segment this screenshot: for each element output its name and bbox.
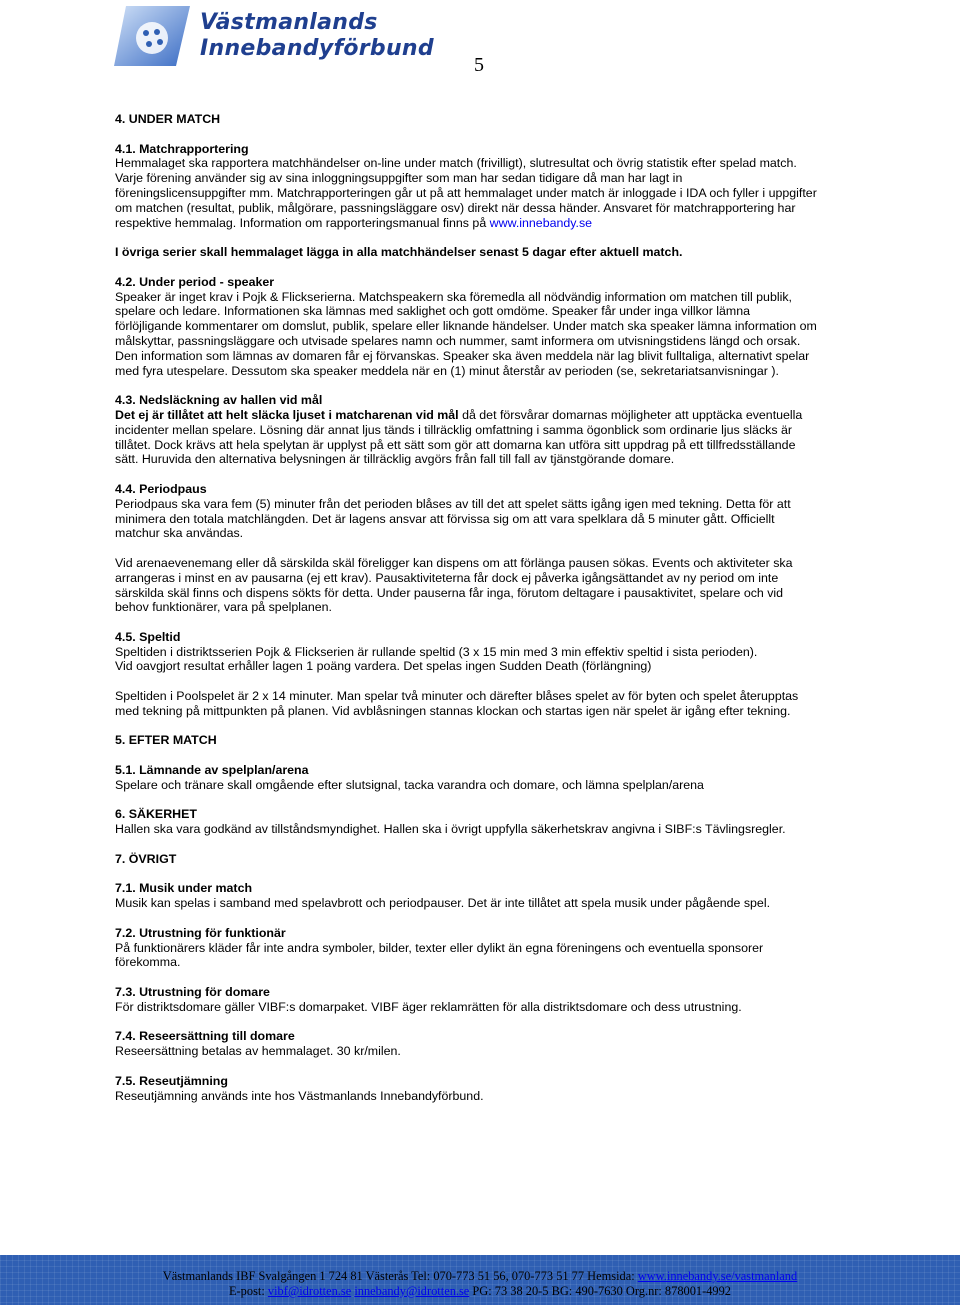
paragraph-line: spelare och ledare. Informationen ska lämnas med saklighet och gott omdöme. Speaker får under inga villkor lämna: [115, 304, 751, 319]
paragraph-line: Vid oavgjort resultat erhåller lagen 1 poäng vardera. Det spelas ingen Sudden Death (förlängning): [115, 659, 652, 674]
subsection-heading: 7.5. Reseutjämning: [115, 1073, 228, 1088]
paragraph-line: För distriktsdomare gäller VIBF:s domarpaket. VIBF äger reklamrätten för alla distriktsdomare och dess utrustning.: [115, 999, 742, 1014]
paragraph-line: om matchen (resultat, publik, målgörare, passningsläggare osv) direkt när dessa händer. Ansvaret för matchrapportering har: [115, 200, 796, 215]
paragraph-line: sätt. Huruvida den alternativa belysningen är tillräcklig avgörs från fall till fall av tjänstgörande domare.: [115, 452, 675, 467]
paragraph-line: Varje förening använder sig av sina inloggningsuppgifter som man har sedan tidigare då man har lagt in: [115, 171, 683, 186]
paragraph-line: matchur ska användas.: [115, 526, 244, 541]
paragraph-line: förekomma.: [115, 955, 181, 970]
footer-address-line: [0, 1269, 960, 1284]
paragraph-line: målskyttar, passningsläggare och utvisade spelares namn och nummer, samt informera om utvisningstidens längd och orsak.: [115, 333, 801, 348]
paragraph-line: På funktionärers kläder får inte andra symboler, bilder, texter eller dylikt än egna föreningens och eventuella sponsorer: [115, 940, 764, 955]
footer-address: Västmanlands IBF Svalgången 1 724 81 Västerås Tel: 070-773 51 56, 070-773 51 77 Hemsida:: [162, 1269, 638, 1283]
section-heading: 5. EFTER MATCH: [115, 733, 217, 748]
bold-statement: I övriga serier skall hemmalaget lägga in alla matchhändelser senast 5 dagar efter aktuell match.: [115, 245, 683, 260]
logo: [112, 4, 434, 76]
footer-contact-line: [0, 1284, 960, 1299]
subsection-heading: 7.2. Utrustning för funktionär: [115, 925, 286, 940]
paragraph-line: Spelare och tränare skall omgående efter slutsignal, tacka varandra och domare, och lämna spelplan/arena: [115, 777, 704, 792]
subsection-heading: 7.4. Reseersättning till domare: [115, 1029, 295, 1044]
paragraph-line: förlöjligande kommentarer om domslut, publik, spelare eller liknande händelser. Under match ska speaker lämna information om: [115, 319, 817, 334]
footer-email-label: E-post:: [228, 1284, 268, 1298]
footer-account-info: PG: 73 38 20-5 BG: 490-7630 Org.nr: 878001-4992: [469, 1284, 732, 1298]
paragraph-line: Speltiden i Poolspelet är 2 x 14 minuter. Man spelar två minuter och därefter blåses spelet av för byten och spelet återupptas: [115, 689, 799, 704]
paragraph-line: Reseersättning betalas av hemmalaget. 30 kr/milen.: [115, 1044, 401, 1059]
bold-phrase: Det ej är tillåtet att helt släcka ljuset i matcharenan vid mål: [115, 407, 459, 422]
paragraph-line: Hallen ska vara godkänd av tillståndsmyndighet. Hallen ska i övrigt uppfylla säkerhetskrav angivna i SIBF:s Tävlingsregler.: [115, 822, 786, 837]
subsection-heading: 7.3. Utrustning för domare: [115, 985, 270, 1000]
paragraph-text: då det försvårar domarnas möjligheter att upptäcka eventuella: [458, 407, 803, 422]
innebandy-link[interactable]: www.innebandy.se: [489, 215, 593, 230]
paragraph-line: Speltiden i distriktsserien Pojk & Flickserien är rullande speltid (3 x 15 min med 3 min effektiv speltid i sista perioden).: [115, 644, 758, 659]
paragraph-line: med fyra utespelare. Dessutom ska speaker meddela när en (1) minut återstår av perioden (se, sekretariatsanvisningar ).: [115, 363, 779, 378]
logo-line-1: Västmanlands: [200, 10, 378, 35]
section-heading: 7. ÖVRIGT: [115, 851, 177, 866]
paragraph-line: Musik kan spelas i samband med spelavbrott och periodpauser. Det är inte tillåtet att spela musik under pågående spel.: [115, 896, 771, 911]
section-heading: 4. UNDER MATCH: [115, 112, 221, 126]
paragraph-line: Speaker är inget krav i Pojk & Flickserierna. Matchspeakern ska föremedla all nödvändig information om matchen till publik,: [115, 289, 792, 304]
paragraph-line: Vid arenaevenemang eller då särskilda skäl föreligger kan dispens om att förlänga pausen sökas. Events och aktiviteter ska: [115, 555, 793, 570]
section-heading: 6. SÄKERHET: [115, 807, 197, 822]
document-body: [115, 112, 835, 1103]
subsection-heading: 4.2. Under period - speaker: [115, 274, 275, 289]
logo-text: [200, 10, 434, 62]
paragraph-line: Periodpaus ska vara fem (5) minuter från det perioden blåses av till det att spelet sätts igång igen med tekning. Detta för att: [115, 496, 791, 511]
paragraph-line: Reseutjämning används inte hos Västmanlands Innebandyförbund.: [115, 1088, 484, 1103]
paragraph-line: tillåtet. Dock krävs att hela spelytan är upplyst på ett sätt som gör att domarna kan utföra sitt uppdrag på ett tillfredsställande: [115, 437, 796, 452]
paragraph-line: minimera den totala matchlängden. Det är lagens ansvar att förvissa sig om att vara spelklara då 5 minuter gått. Officiellt: [115, 511, 775, 526]
subsection-heading: 4.3. Nedsläckning av hallen vid mål: [115, 393, 323, 408]
paragraph-line: behov funktionärer, vara på spelplanen.: [115, 600, 332, 615]
footer-website-link[interactable]: www.innebandy.se/vastmanland: [637, 1269, 798, 1283]
subsection-heading: 7.1. Musik under match: [115, 881, 253, 896]
logo-line-2: Innebandyförbund: [200, 36, 434, 61]
paragraph-line: [115, 216, 835, 231]
paragraph-line: Hemmalaget ska rapportera matchhändelser on-line under match (frivilligt), slutresultat och övrig statistik efter spelad match.: [115, 156, 797, 171]
footer-email-link-1[interactable]: vibf@idrotten.se: [267, 1284, 352, 1298]
paragraph-line: incidenter mellan spelare. Lösning där annat ljus tänds i tillräcklig omfattning i samma ögonblick som ordinarie ljus släcks är: [115, 422, 792, 437]
page-number: 5: [474, 54, 484, 76]
paragraph-line: föreningslicensuppgifter mm. Matchrapporteringen går ut på att hemmalaget under match är inloggade i IDA och fyller i uppgifter: [115, 185, 817, 200]
paragraph-line: arrangeras i minst en av pausarna (ej ett krav). Pausaktiviteterna får dock ej påverka igångsättandet av ny period om inte: [115, 570, 779, 585]
subsection-heading: 4.1. Matchrapportering: [115, 141, 249, 156]
paragraph-line: särskilda skäl finns och dispens sökts för detta. Under pauserna får inga, förutom deltagare i pausaktivitet, spelare och vid: [115, 585, 784, 600]
subsection-heading: 4.4. Periodpaus: [115, 481, 207, 496]
subsection-heading: 5.1. Lämnande av spelplan/arena: [115, 763, 309, 778]
subsection-heading: 4.5. Speltid: [115, 629, 181, 644]
footer-email-link-2[interactable]: innebandy@idrotten.se: [354, 1284, 470, 1298]
paragraph-line: Den information som lämnas av domaren får ej förvanskas. Speaker ska även meddela när lag blivit fulltaliga, alternativt spelar: [115, 348, 810, 363]
paragraph-line: med tekning på mittpunkten på planen. Vid avblåsningen stannas klockan och startas igen när spelet är igång efter tekning.: [115, 703, 791, 718]
paragraph-line: [115, 408, 835, 423]
paragraph-text: respektive hemmalag. Information om rapporteringsmanual finns på: [115, 215, 490, 230]
